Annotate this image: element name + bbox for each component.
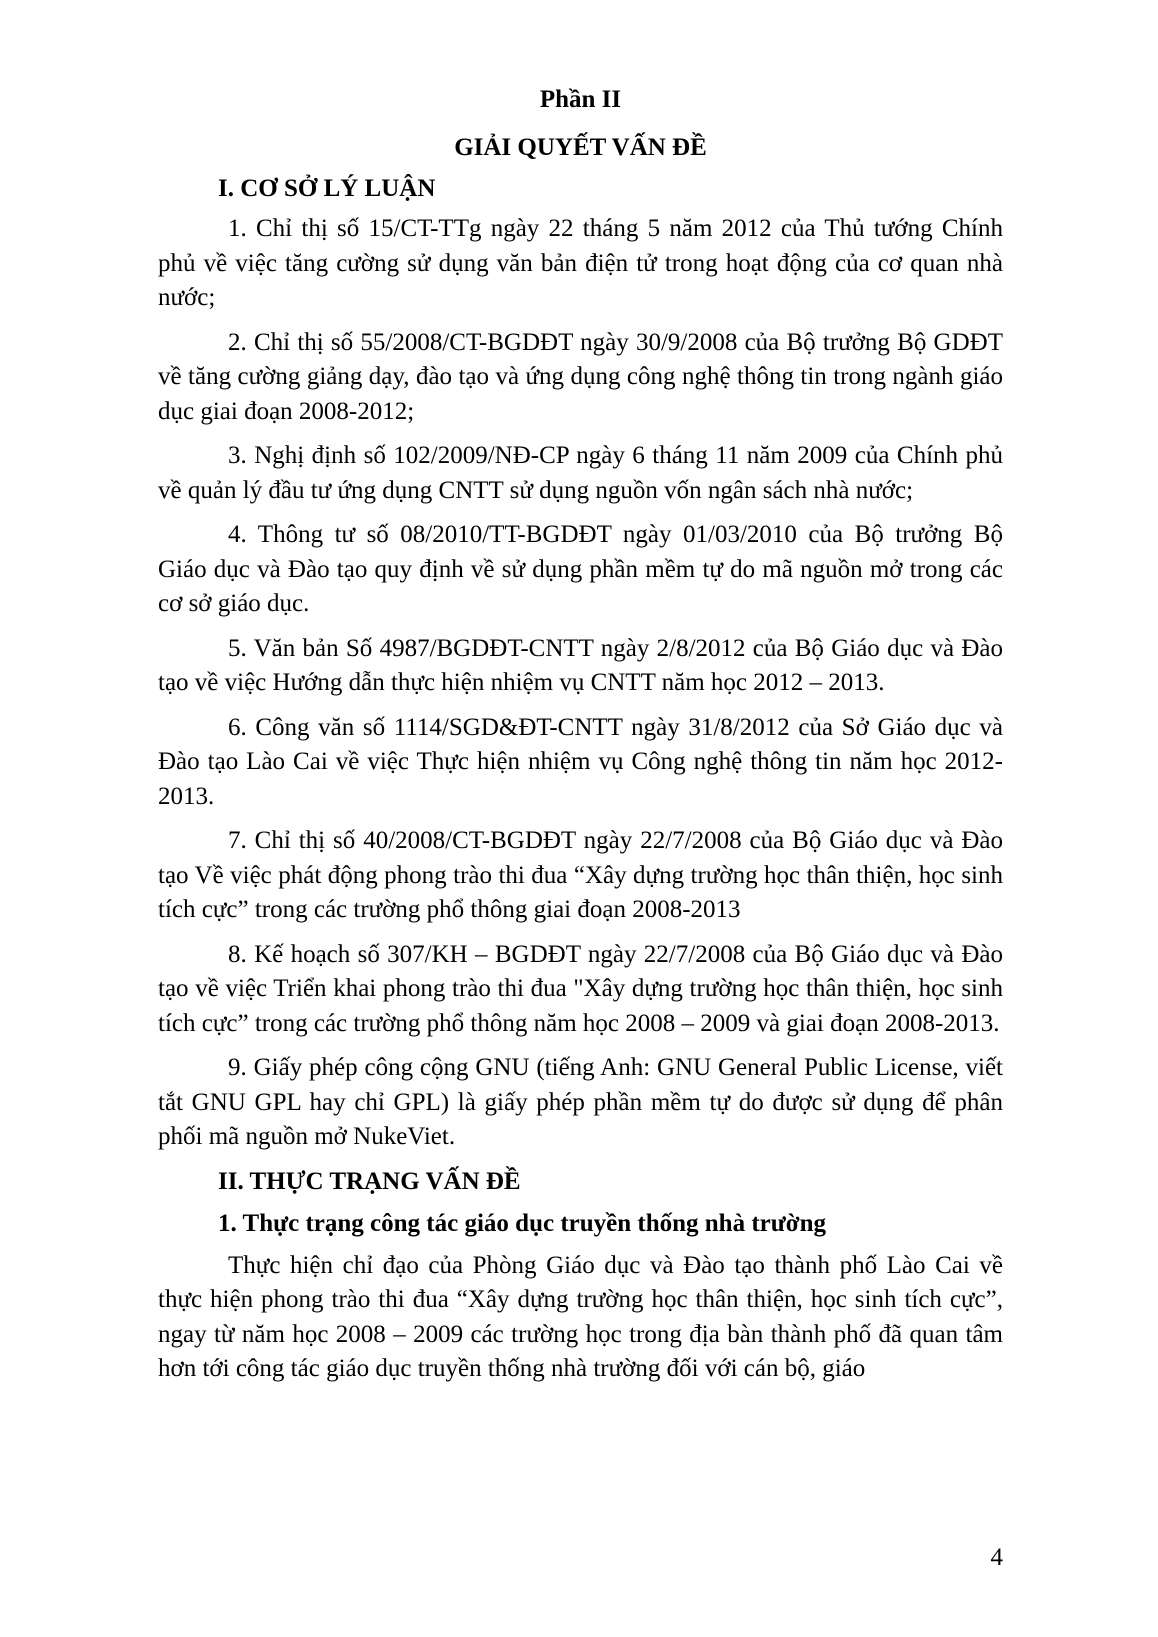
list-item: 7. Chỉ thị số 40/2008/CT-BGDĐT ngày 22/7/2008 của Bộ Giáo dục và Đào tạo Về việc phát động phong trào thi đua “Xây dựng trường học thân thiện, học sinh tích cực” trong các trường phổ thông giai đoạn 2008-2013 — [158, 827, 1003, 923]
section-heading-co-so-ly-luan: I. CƠ SỞ LÝ LUẬN — [218, 175, 436, 202]
page-number: 4 — [990, 1544, 1003, 1571]
section-heading-thuc-trang: II. THỰC TRẠNG VẤN ĐỀ — [218, 1167, 521, 1195]
document-page — [158, 82, 1003, 1397]
list-item: 9. Giấy phép công cộng GNU (tiếng Anh: GNU General Public License, viết tắt GNU GPL hay chỉ GPL) là giấy phép phần mềm tự do được sử dụng để phân phối mã nguồn mở NukeViet. — [158, 1054, 1003, 1150]
subsection-heading: 1. Thực trạng công tác giáo dục truyền thống nhà trường — [218, 1209, 827, 1237]
part-title: Phần II — [539, 86, 622, 113]
body-paragraph: Thực hiện chỉ đạo của Phòng Giáo dục và Đào tạo thành phố Lào Cai về thực hiện phong trào thi đua “Xây dựng trường học thân thiện, học sinh tích cực”, ngay từ năm học 2008 – 2009 các trường học trong địa bàn thành phố đã quan tâm hơn tới công tác giáo dục truyền thống nhà trường đối với cán bộ, giáo — [158, 1251, 1003, 1382]
main-title: GIẢI QUYẾT VẤN ĐỀ — [454, 134, 707, 161]
list-item: 3. Nghị định số 102/2009/NĐ-CP ngày 6 tháng 11 năm 2009 của Chính phủ về quản lý đầu tư ứng dụng CNTT sử dụng nguồn vốn ngân sách nhà nước; — [158, 442, 1003, 504]
list-item: 2. Chỉ thị số 55/2008/CT-BGDĐT ngày 30/9/2008 của Bộ trưởng Bộ GDĐT về tăng cường giảng dạy, đào tạo và ứng dụng công nghệ thông tin trong ngành giáo dục giai đoạn 2008-2012; — [158, 328, 1003, 425]
list-item: 1. Chỉ thị số 15/CT-TTg ngày 22 tháng 5 năm 2012 của Thủ tướng Chính phủ về việc tăng cường sử dụng văn bản điện tử trong hoạt động của cơ quan nhà nước; — [158, 215, 1003, 311]
list-item: 4. Thông tư số 08/2010/TT-BGDĐT ngày 01/03/2010 của Bộ trưởng Bộ Giáo dục và Đào tạo quy định về sử dụng phần mềm tự do mã nguồn mở trong các cơ sở giáo dục. — [158, 521, 1003, 617]
list-item: 8. Kế hoạch số 307/KH – BGDĐT ngày 22/7/2008 của Bộ Giáo dục và Đào tạo về việc Triển khai phong trào thi đua "Xây dựng trường học thân thiện, học sinh tích cực” trong các trường phổ thông năm học 2008 – 2009 và giai đoạn 2008-2013. — [158, 940, 1003, 1037]
list-item: 6. Công văn số 1114/SGD&ĐT-CNTT ngày 31/8/2012 của Sở Giáo dục và Đào tạo Lào Cai về việc Thực hiện nhiệm vụ Công nghệ thông tin năm học 2012-2013. — [158, 713, 1003, 810]
list-item: 5. Văn bản Số 4987/BGDĐT-CNTT ngày 2/8/2012 của Bộ Giáo dục và Đào tạo về việc Hướng dẫn thực hiện nhiệm vụ CNTT năm học 2012 – 2013. — [158, 634, 1003, 696]
